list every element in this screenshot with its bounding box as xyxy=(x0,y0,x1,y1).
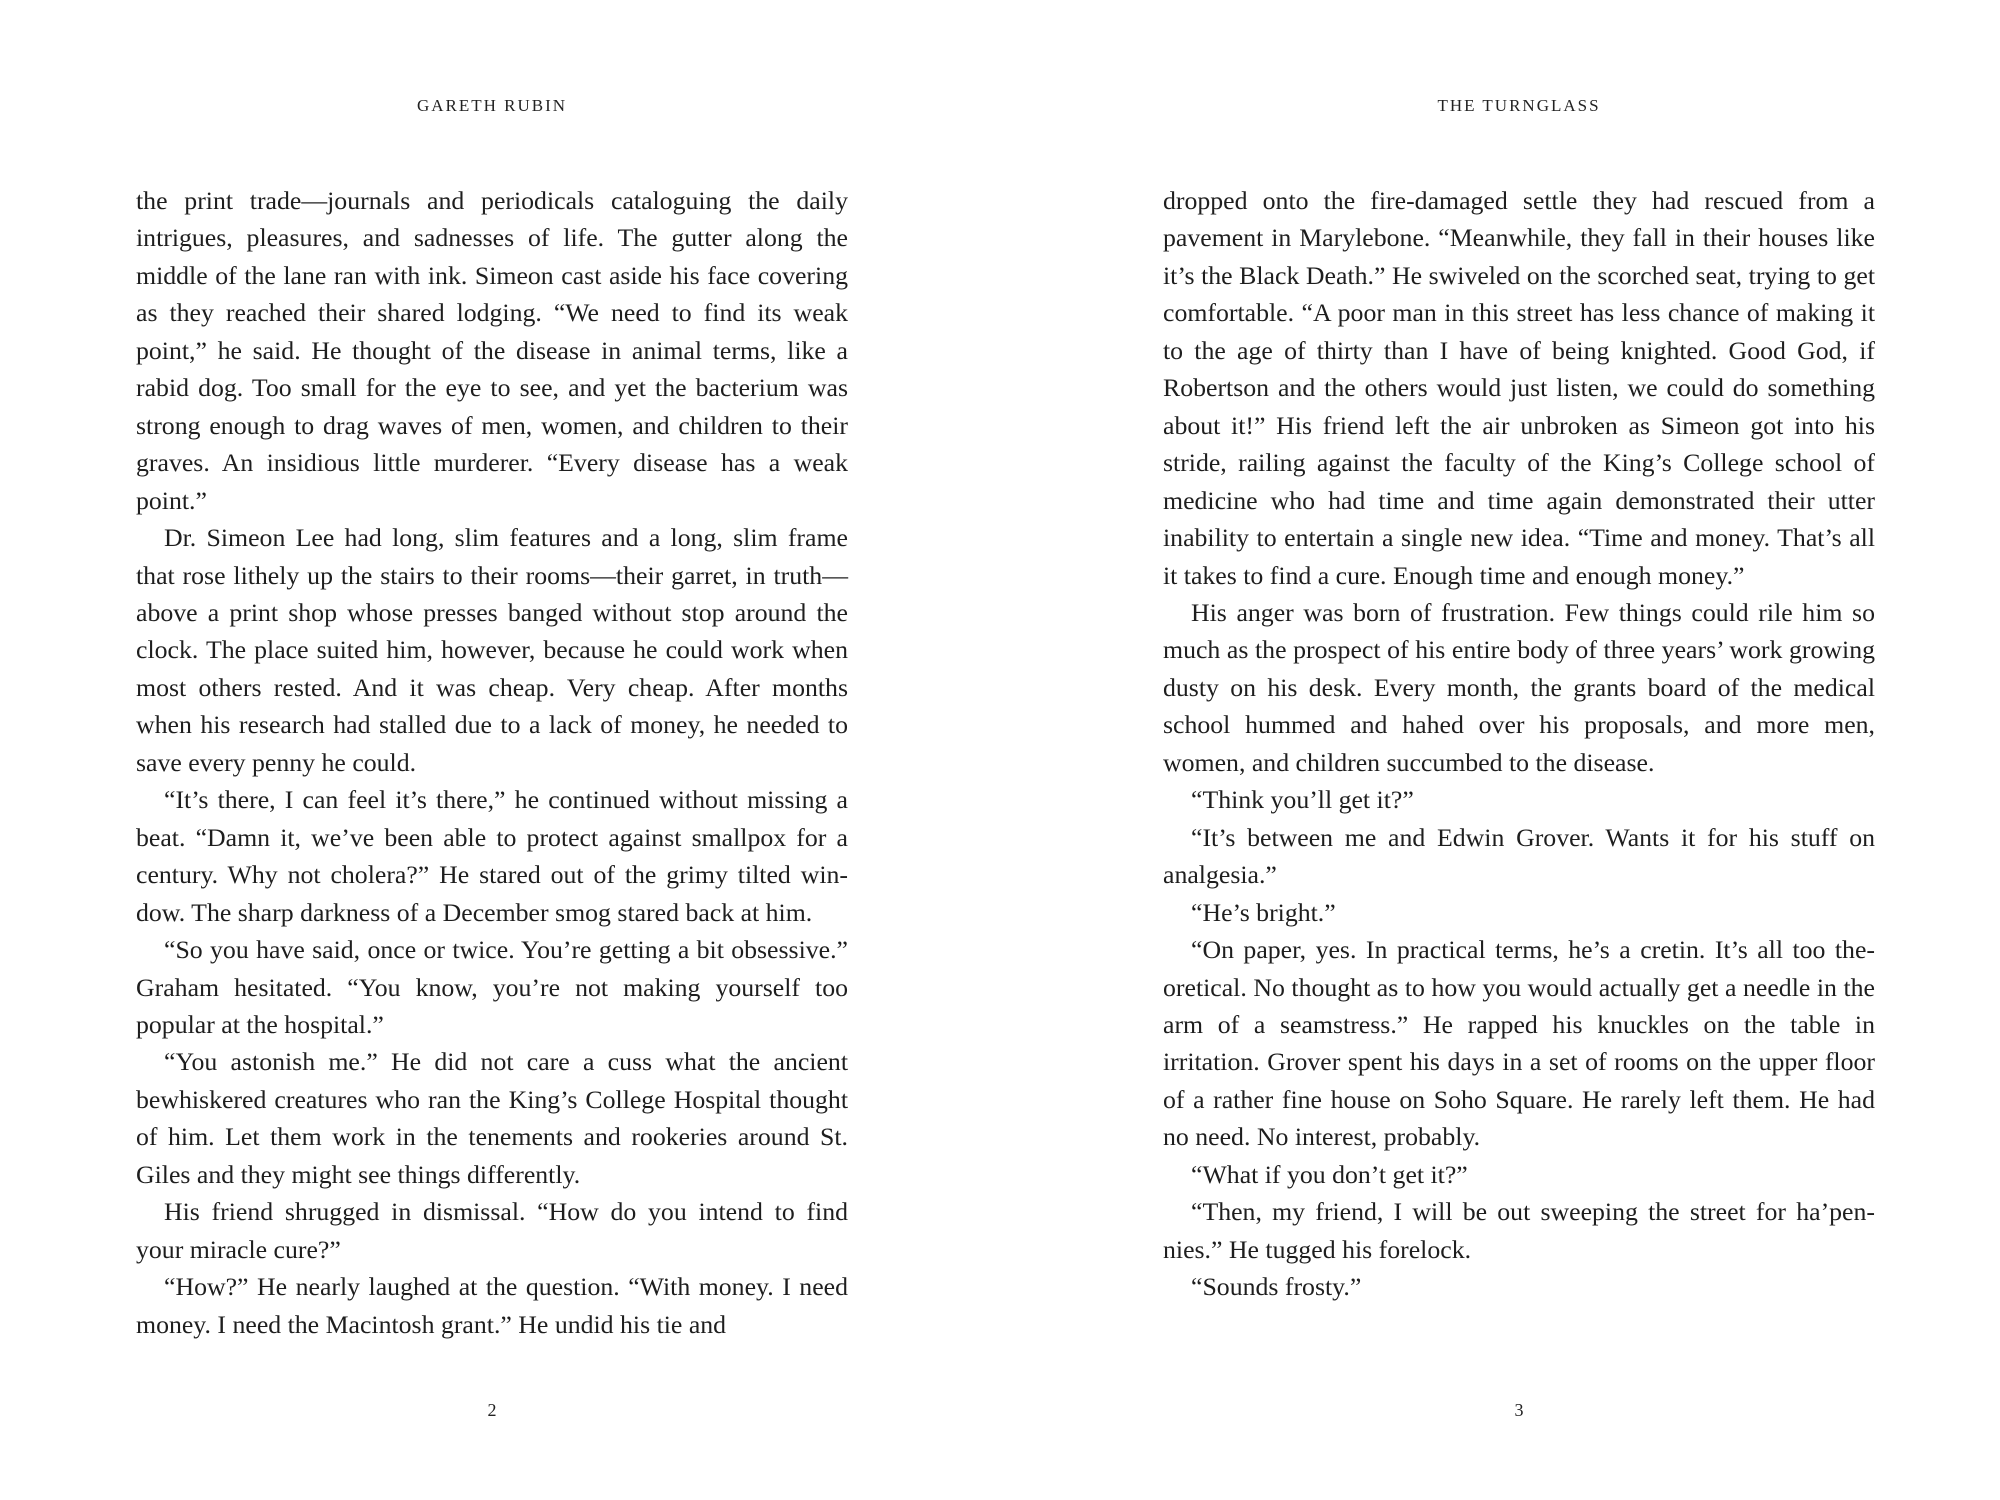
paragraph: “What if you don’t get it?” xyxy=(1191,1159,1468,1189)
page-number: 2 xyxy=(487,1400,497,1420)
paragraph: “Then, my friend, I will be out sweeping the street for ha’pennies.” He tugged his forelock. xyxy=(1163,1197,1875,1264)
paragraph: “Think you’ll get it?” xyxy=(1191,785,1414,815)
paragraph: “On paper, yes. In practical terms, he’s a cretin. It’s all too theoretical. No thought as to how you would actually get a needle in the arm of a seamstress.” He rapped his knuckles on the table in irritation. Grover spent his days in a set of rooms on the upper floor of a rather fine house on Soho Square. He rarely left them. He had no need. No interest, probably. xyxy=(1163,935,1875,1152)
paragraph: “How?” He nearly laughed at the question. “With money. I need money. I need the Macintosh grant.” He undid his tie and xyxy=(136,1272,848,1339)
paragraph: His anger was born of frustration. Few things could rile him so much as the prospect of his entire body of three years’ work growing dusty on his desk. Every month, the grants board of the medical school hummed and hahed over his proposals, and more men, women, and children succumbed to the disease. xyxy=(1163,597,1875,777)
paragraph: the print trade—journals and periodicals cataloguing the daily intrigues, pleasures, and sadnesses of life. The gutter along the middle of the lane ran with ink. Simeon cast aside his face covering as they reached their shared lodging. “We need to find its weak point,” he said. He thought of the disease in animal terms, like a rabid dog. Too small for the eye to see, and yet the bacterium was strong enough to drag waves of men, women, and children to their graves. An insidious little murderer. “Every disease has a weak point.” xyxy=(136,186,848,515)
paragraph: dropped onto the fire-damaged settle they had rescued from a pavement in Marylebone. “Meanwhile, they fall in their houses like it’s the Black Death.” He swiveled on the scorched seat, trying to get comfortable. “A poor man in this street has less chance of making it to the age of thirty than I have of being knighted. Good God, if Robertson and the others would just listen, we could do something about it!” His friend left the air unbroken as Simeon got into his stride, railing against the faculty of the King’s College school of medicine who had time and time again demonstrated their utter inability to entertain a single new idea. “Time and money. That’s all it takes to find a cure. Enough time and enough money.” xyxy=(1163,186,1875,590)
right-page xyxy=(1163,0,1875,1500)
running-head-author: GARETH RUBIN xyxy=(416,96,568,115)
paragraph: “He’s bright.” xyxy=(1191,897,1336,927)
running-head-title: THE TURNGLASS xyxy=(1437,96,1601,115)
paragraph: His friend shrugged in dismissal. “How do you intend to find your miracle cure?” xyxy=(136,1197,848,1264)
paragraph: “You astonish me.” He did not care a cuss what the ancient bewhiskered creatures who ran the King’s College Hospital thought of him. Let them work in the tenements and rookeries around St. Giles and they might see things differently. xyxy=(136,1047,848,1189)
paragraph: “So you have said, once or twice. You’re getting a bit obsessive.” Graham hesitated. “You know, you’re not making yourself too popular at the hospital.” xyxy=(136,935,848,1039)
paragraph: “It’s between me and Edwin Grover. Wants it for his stuff on analgesia.” xyxy=(1163,822,1875,890)
paragraph: “Sounds frosty.” xyxy=(1191,1272,1362,1302)
paragraph: “It’s there, I can feel it’s there,” he continued without missing a beat. “Damn it, we’ve been able to protect against smallpox for a century. Why not cholera?” He stared out of the grimy tilted window. The sharp darkness of a December smog stared back at him. xyxy=(136,785,848,927)
right-page-body xyxy=(1163,182,1875,1306)
page-number: 3 xyxy=(1514,1400,1524,1420)
paragraph: Dr. Simeon Lee had long, slim features and a long, slim frame that rose lithely up the stairs to their rooms—their garret, in truth—above a print shop whose presses banged without stop around the clock. The place suited him, however, because he could work when most others rested. And it was cheap. Very cheap. After months when his research had stalled due to a lack of money, he needed to save every penny he could. xyxy=(136,523,848,777)
left-page-body xyxy=(136,182,848,1343)
left-page xyxy=(136,0,848,1500)
